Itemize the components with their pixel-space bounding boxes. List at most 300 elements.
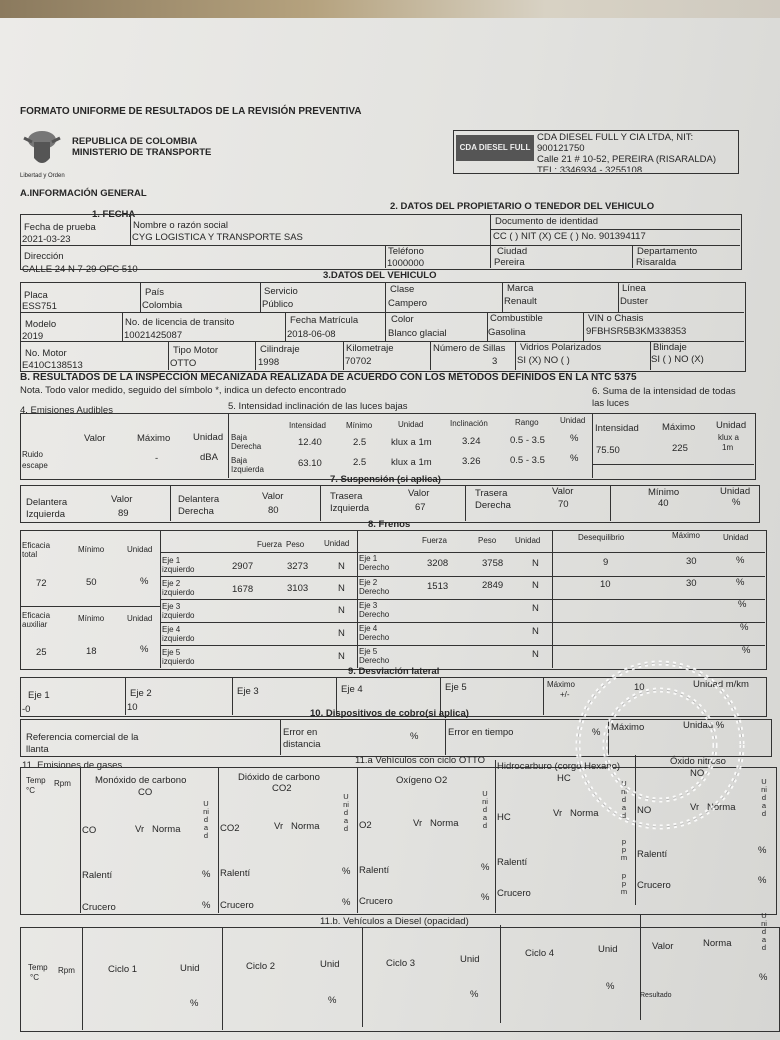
matricula-label: Fecha Matrícula [290,315,359,326]
eje-label: Eje 1 [359,554,378,563]
lat-eje2-label: Eje 2 [130,688,152,699]
ref-1: Referencia comercial de la [26,732,139,743]
susp-td-value: 70 [558,499,569,510]
izq-label: izquierdo [162,611,195,620]
deseq-unit: % [736,555,745,566]
hc-unidad-v: Unidad [621,779,627,820]
escape-label: escape [22,461,48,470]
o2-vr: Vr [413,818,423,829]
deseq-unit: % [736,577,745,588]
eff-total-min-value: 50 [86,577,97,588]
coat-of-arms-icon [22,128,62,170]
deseq-value: 9 [603,557,609,568]
susp-unidad-label: Unidad [720,486,751,497]
eje-label: Eje 3 [359,601,378,610]
light-row1-unidad: klux a 1m [391,437,432,448]
lateral-title: 9. Desviación lateral [348,666,440,677]
right-unidad: Unidad [515,536,541,545]
placa-value: ESS751 [22,301,57,312]
co-crucero-unit: % [202,900,211,911]
audible-valor: Valor [84,433,106,444]
deseq-value: 10 [600,579,611,590]
no-crucero-unit: % [758,875,767,886]
lights-h-minimo: Mínimo [346,421,373,430]
susp-dd-valor: Valor [262,491,284,502]
izq-label: izquierdo [162,657,195,666]
co2-symbol: CO2 [272,783,292,794]
right-fuerza-value: 1513 [427,581,449,592]
susp-dd-l2: Derecha [178,506,214,517]
sum-h-unidad: Unidad [716,420,747,431]
hc-gas: HC [497,812,511,823]
sum-unidad-1: klux a [718,433,739,442]
der-label: Derecho [359,563,390,572]
no-ralenti-unit: % [758,845,767,856]
sum-h-maximo: Máximo [662,422,696,433]
right-peso: Peso [478,536,497,545]
der-label: Derecho [359,610,390,619]
o2-crucero: Crucero [359,896,393,907]
city-label: Ciudad [497,246,528,257]
deseq-unit: % [740,622,749,633]
servicio-label: Servicio [264,286,298,297]
left-n: N [338,651,345,662]
sum-maximo: 225 [672,443,688,454]
audible-unidad: Unidad [193,432,224,443]
eff-total-unit: % [140,576,149,587]
lat-eje1-value: -0 [22,704,31,715]
otto-rpm: Rpm [54,779,71,788]
address-value: CALLE 24 N 7-29 OFC 510 [22,264,138,275]
audible-title: 4. Emisiones Audibles [20,405,113,416]
o2-header: Oxígeno O2 [396,775,448,786]
lat-eje5-label: Eje 5 [445,682,467,693]
o2-norma: Norma [430,818,459,829]
susp-unidad: % [732,497,741,508]
sillas-value: 3 [492,356,498,367]
republic-label: REPUBLICA DE COLOMBIA [72,136,198,147]
tipo-motor-value: OTTO [170,358,197,369]
deseq-unidad-label: Unidad [723,533,749,542]
susp-td-l2: Derecha [475,500,511,511]
servicio-value: Público [262,299,294,310]
co2-vr: Vr [274,821,284,832]
hc-header: Hidrocarburo (corgo Hexano) [497,761,621,772]
susp-dd-value: 80 [268,505,279,516]
no-header: Óxido nitroso [670,756,726,767]
right-n: N [532,558,539,569]
brakes-title: 8. Frenos [368,519,411,530]
deseq-unit: % [738,599,747,610]
light-row1-rango: 0.5 - 3.5 [510,435,545,446]
eje-label: Eje 2 [359,578,378,587]
light-row1-intensidad: 12.40 [298,437,322,448]
left-fuerza: Fuerza [257,540,282,549]
eff-aux-1: Eficacia [22,611,51,620]
left-n: N [338,628,345,639]
left-n: N [338,583,345,594]
marca-value: Renault [504,296,537,307]
err-time-pct: % [592,727,601,738]
izq-label: izquierdo [162,588,195,597]
licencia-value: 10021425087 [124,330,183,341]
lights-h-inclinacion: Inclinación [450,419,488,428]
co2-crucero-unit: % [342,897,351,908]
doc-label: Documento de identidad [495,216,598,227]
susp-ti-value: 67 [415,502,426,513]
lat-eje3-label: Eje 3 [237,686,259,697]
eje-label: Eje 5 [162,648,181,657]
lat-maximo-label: Máximo [547,680,576,689]
susp-ti-valor: Valor [408,488,430,499]
fecha-value: 2021-03-23 [22,234,71,245]
cda-line3: Calle 21 # 10-52, PEREIRA (RISARALDA) [537,154,716,165]
light-row1-l1: Baja [231,433,248,442]
o2-crucero-unit: % [481,892,490,903]
o2-ralenti: Ralentí [359,865,390,876]
co-crucero: Crucero [82,902,116,913]
lights-sum-title-2: las luces [592,398,629,409]
co2-unidad-v: Unidad [343,792,349,833]
right-fuerza-value: 3208 [427,558,449,569]
lights-sum-title-1: 6. Suma de la intensidad de todas [592,386,736,397]
cilindraje-label: Cilindraje [260,344,300,355]
light-row2-l1: Baja [231,456,248,465]
light-row1-inclinacion: 3.24 [462,436,481,447]
doc-value: CC ( ) NIT (X) CE ( ) No. 901394117 [493,231,646,242]
eje-label: Eje 3 [162,602,181,611]
licencia-label: No. de licencia de transito [125,317,235,328]
hc-ppm-1: ppm [620,837,628,862]
susp-minimo: 40 [658,498,669,509]
co2-norma: Norma [291,821,320,832]
deseq-max: 30 [686,578,697,589]
motor-value: E410C138513 [22,360,83,371]
blindaje-label: Blindaje [653,342,687,353]
susp-di-valor: Valor [111,494,133,505]
vehicle-title: 3.DATOS DEL VEHICULO [323,270,437,281]
deseq-max-label: Máximo [672,531,701,540]
deseq-label: Desequilibrio [578,533,625,542]
ruido-label: Ruido [22,450,43,459]
eje-label: Eje 4 [162,625,181,634]
cobro-unidad: Unidad % [683,720,725,731]
co2-crucero: Crucero [220,900,254,911]
eff-total-minimo: Mínimo [78,545,105,554]
eje-label: Eje 4 [359,624,378,633]
fecha-label: Fecha de prueba [24,222,96,233]
no-vr: Vr [690,802,700,813]
cda-line1: CDA DIESEL FULL Y CIA LTDA, NIT: [537,132,694,143]
lights-title: 5. Intensidad inclinación de las luces bajas [228,401,408,412]
general-info-table [20,214,742,270]
hc-symbol: HC [557,773,571,784]
dept-label: Departamento [637,246,698,257]
susp-ti-l1: Trasera [330,491,363,502]
susp-di-l2: Izquierda [26,509,66,520]
co2-gas: CO2 [220,823,240,834]
left-peso: Peso [286,540,305,549]
ciclo-2-pct: % [328,995,337,1006]
der-label: Derecho [359,587,390,596]
izq-label: izquierdo [162,565,195,574]
linea-value: Duster [620,296,648,307]
ciclo-3-unid: Unid [460,954,480,965]
light-row2-unit: % [570,453,579,464]
ministry-label: MINISTERIO DE TRANSPORTE [72,147,212,158]
eff-total-1: Eficacia [22,541,51,550]
eff-aux-value: 25 [36,647,47,658]
co2-ralenti: Ralentí [220,868,251,879]
susp-di-l1: Delantera [26,497,68,508]
err-dist-2: distancia [283,739,321,750]
no-ralenti: Ralentí [637,849,668,860]
sum-h-intensidad: Intensidad [595,423,639,434]
cda-line2: 900121750 [537,143,585,154]
motto: Libertad y Orden [20,173,65,179]
ciclo-1-unid: Unid [180,963,200,974]
tipo-motor-label: Tipo Motor [173,345,219,356]
placa-label: Placa [24,290,48,301]
no-gas: NO [637,805,652,816]
seal-stamp-icon [570,655,750,835]
light-row2-rango: 0.5 - 3.5 [510,455,545,466]
no-norma: Norma [707,802,736,813]
light-row2-inclinacion: 3.26 [462,456,481,467]
light-row2-l2: Izquierda [231,465,264,474]
eff-total-unidad: Unidad [127,545,153,554]
lat-eje2-value: 10 [127,702,138,713]
left-n: N [338,561,345,572]
eff-aux-min-value: 18 [86,646,97,657]
phone-label: Teléfono [388,246,424,257]
clase-value: Campero [388,298,428,309]
ciclo-1: Ciclo 1 [108,964,138,975]
city-value: Pereira [494,257,525,268]
diesel-unidad-v: Unidad [761,911,767,952]
eff-aux-unit: % [140,644,149,655]
susp-ti-l2: Izquierda [330,503,370,514]
right-peso-value: 2849 [482,580,504,591]
blindaje-value: SI ( ) NO (X) [651,354,704,365]
sillas-label: Número de Sillas [433,343,506,354]
cda-logo [456,135,534,161]
susp-di-value: 89 [118,508,129,519]
no-crucero: Crucero [637,880,671,891]
susp-minimo-label: Mínimo [648,487,680,498]
eje-label: Eje 1 [162,556,181,565]
right-n: N [532,626,539,637]
combustible-label: Combustible [490,313,543,324]
co-ralenti-unit: % [202,869,211,880]
modelo-label: Modelo [25,319,57,330]
ciclo-1-pct: % [190,998,199,1009]
der-label: Derecho [359,633,390,642]
otto-temp: Temp [26,776,46,785]
co-vr: Vr [135,824,145,835]
lights-h-unidad: Unidad [398,420,424,429]
left-peso-value: 3273 [287,561,309,572]
lat-pm: +/- [560,690,570,699]
nota: Nota. Todo valor medido, seguido del símbolo *, indica un defecto encontrado [20,385,347,396]
lat-unidad: Unidad m/km [693,679,749,690]
motor-label: No. Motor [25,348,67,359]
hc-crucero: Crucero [497,888,531,899]
vidrios-value: SI (X) NO ( ) [517,355,570,366]
right-n: N [532,580,539,591]
combustible-value: Gasolina [488,327,526,338]
diesel-resultado: Resultado [640,992,672,999]
hc-norma: Norma [570,808,599,819]
deseq-unit: % [742,645,751,656]
lights-audible-table [20,413,756,480]
cda-line4: TEL: 3346934 - 3255108 [537,165,643,172]
name-label: Nombre o razón social [133,220,229,231]
dept-value: Risaralda [636,257,677,268]
matricula-value: 2018-06-08 [287,329,336,340]
cobro-title: 10. Dispositivos de cobro(si aplica) [310,708,469,719]
lights-h-unidad2: Unidad [560,416,586,425]
left-n: N [338,605,345,616]
lat-eje4-label: Eje 4 [341,684,363,695]
co-ralenti: Ralentí [82,870,113,881]
light-row1-minimo: 2.5 [353,437,367,448]
no-symbol: NO [690,768,705,779]
hc-ralenti: Ralentí [497,857,528,868]
diesel-degc: °C [30,973,39,982]
linea-label: Línea [622,283,646,294]
color-value: Blanco glacial [388,328,447,339]
light-row2-unidad: klux a 1m [391,457,432,468]
owner-title: 2. DATOS DEL PROPIETARIO O TENEDOR DEL VEHICULO [390,201,655,212]
left-peso-value: 3103 [287,583,309,594]
cobro-maximo: Máximo [611,722,645,733]
light-row1-unit: % [570,433,579,444]
lat-max-value: 10 [634,682,645,693]
susp-td-valor: Valor [552,486,574,497]
o2-unidad-v: Unidad [482,789,488,830]
phone-value: 1000000 [387,258,424,269]
sum-unidad-2: 1m [722,443,734,452]
diesel-rpm: Rpm [58,966,75,975]
ciclo-3-pct: % [470,989,479,1000]
fecha-title: 1. FECHA [92,209,136,220]
left-fuerza-value: 2907 [232,561,254,572]
der-label: Derecho [359,656,390,665]
lights-h-intensidad: Intensidad [289,421,326,430]
kilometraje-label: Kilometraje [346,343,394,354]
lat-eje1-label: Eje 1 [28,690,50,701]
ciclo-4-unid: Unid [598,944,618,955]
section-b-title: B. RESULTADOS DE LA INSPECCIÓN MECANIZADA REALIZADA DE ACUERDO CON LOS MÉTODOS DEFINIDOS EN LA NTC 5375 [20,372,637,383]
light-row2-minimo: 2.5 [353,457,367,468]
pais-value: Colombia [142,300,183,311]
co-symbol: CO [138,787,153,798]
hc-vr: Vr [553,808,563,819]
co-header: Monóxido de carbono [95,775,187,786]
co2-ralenti-unit: % [342,866,351,877]
name-value: CYG LOGISTICA Y TRANSPORTE SAS [132,232,303,243]
izq-label: izquierdo [162,634,195,643]
section-a-title: A.INFORMACIÓN GENERAL [20,188,147,199]
co2-header: Dióxido de carbono [238,772,320,783]
err-time: Error en tiempo [448,727,514,738]
otto-degc: °C [26,786,35,795]
diesel-temp: Temp [28,963,48,972]
vin-label: VIN o Chasis [588,313,644,324]
otto-title: 11.a Vehículos con ciclo OTTO [355,755,486,766]
right-n: N [532,649,539,660]
co-gas: CO [82,825,97,836]
cilindraje-value: 1998 [258,357,280,368]
left-fuerza-value: 1678 [232,584,254,595]
pais-label: País [145,287,165,298]
ref-2: llanta [26,744,49,755]
diesel-title: 11.b. Vehículos a Diesel (opacidad) [320,916,469,927]
form-title: FORMATO UNIFORME DE RESULTADOS DE LA REVISIÓN PREVENTIVA [20,106,362,117]
vin-value: 9FBHSR5B3KM338353 [586,326,687,337]
eff-aux-unidad: Unidad [127,614,153,623]
no-unidad-v: Unidad [761,777,767,818]
audible-max-value: - [155,453,159,464]
color-label: Color [391,314,414,325]
left-unidad: Unidad [324,539,350,548]
vidrios-label: Vidrios Polarizados [520,342,602,353]
ciclo-2-unid: Unid [320,959,340,970]
marca-label: Marca [507,283,534,294]
susp-dd-l1: Delantera [178,494,220,505]
light-row1-l2: Derecha [231,442,262,451]
ciclo-2: Ciclo 2 [246,961,276,972]
sum-intensidad: 75.50 [596,445,620,456]
gases-title: 11. Emisiones de gases [22,760,123,771]
right-fuerza: Fuerza [422,536,447,545]
susp-td-l1: Trasera [475,488,508,499]
hc-ppm-2: ppm [620,871,628,896]
deseq-max: 30 [686,556,697,567]
diesel-valor: Valor [652,941,674,952]
audible-maximo: Máximo [137,433,171,444]
o2-gas: O2 [359,820,372,831]
err-dist-pct: % [410,731,419,742]
eje-label: Eje 5 [359,647,378,656]
audible-unit: dBA [200,452,218,463]
eff-aux-minimo: Mínimo [78,614,105,623]
diesel-unit-pct: % [759,972,768,983]
light-row2-intensidad: 63.10 [298,458,322,469]
right-peso-value: 3758 [482,558,504,569]
lights-h-rango: Rango [515,418,539,427]
ciclo-4-pct: % [606,981,615,992]
eff-total-2: total [22,550,38,559]
co-unidad-v: Unidad [203,799,209,840]
kilometraje-value: 70702 [345,356,372,367]
eff-total-value: 72 [36,578,47,589]
modelo-value: 2019 [22,331,44,342]
ciclo-4: Ciclo 4 [525,948,555,959]
diesel-norma: Norma [703,938,732,949]
err-dist-1: Error en [283,727,318,738]
cda-logo-text: CDA DIESEL FULL [459,143,531,152]
eff-aux-2: auxiliar [22,620,48,629]
eje-label: Eje 2 [162,579,181,588]
right-n: N [532,603,539,614]
co-norma: Norma [152,824,181,835]
ciclo-3: Ciclo 3 [386,958,416,969]
suspension-title: 7. Suspensión (si aplica) [330,474,441,485]
clase-label: Clase [390,284,415,295]
o2-ralenti-unit: % [481,862,490,873]
